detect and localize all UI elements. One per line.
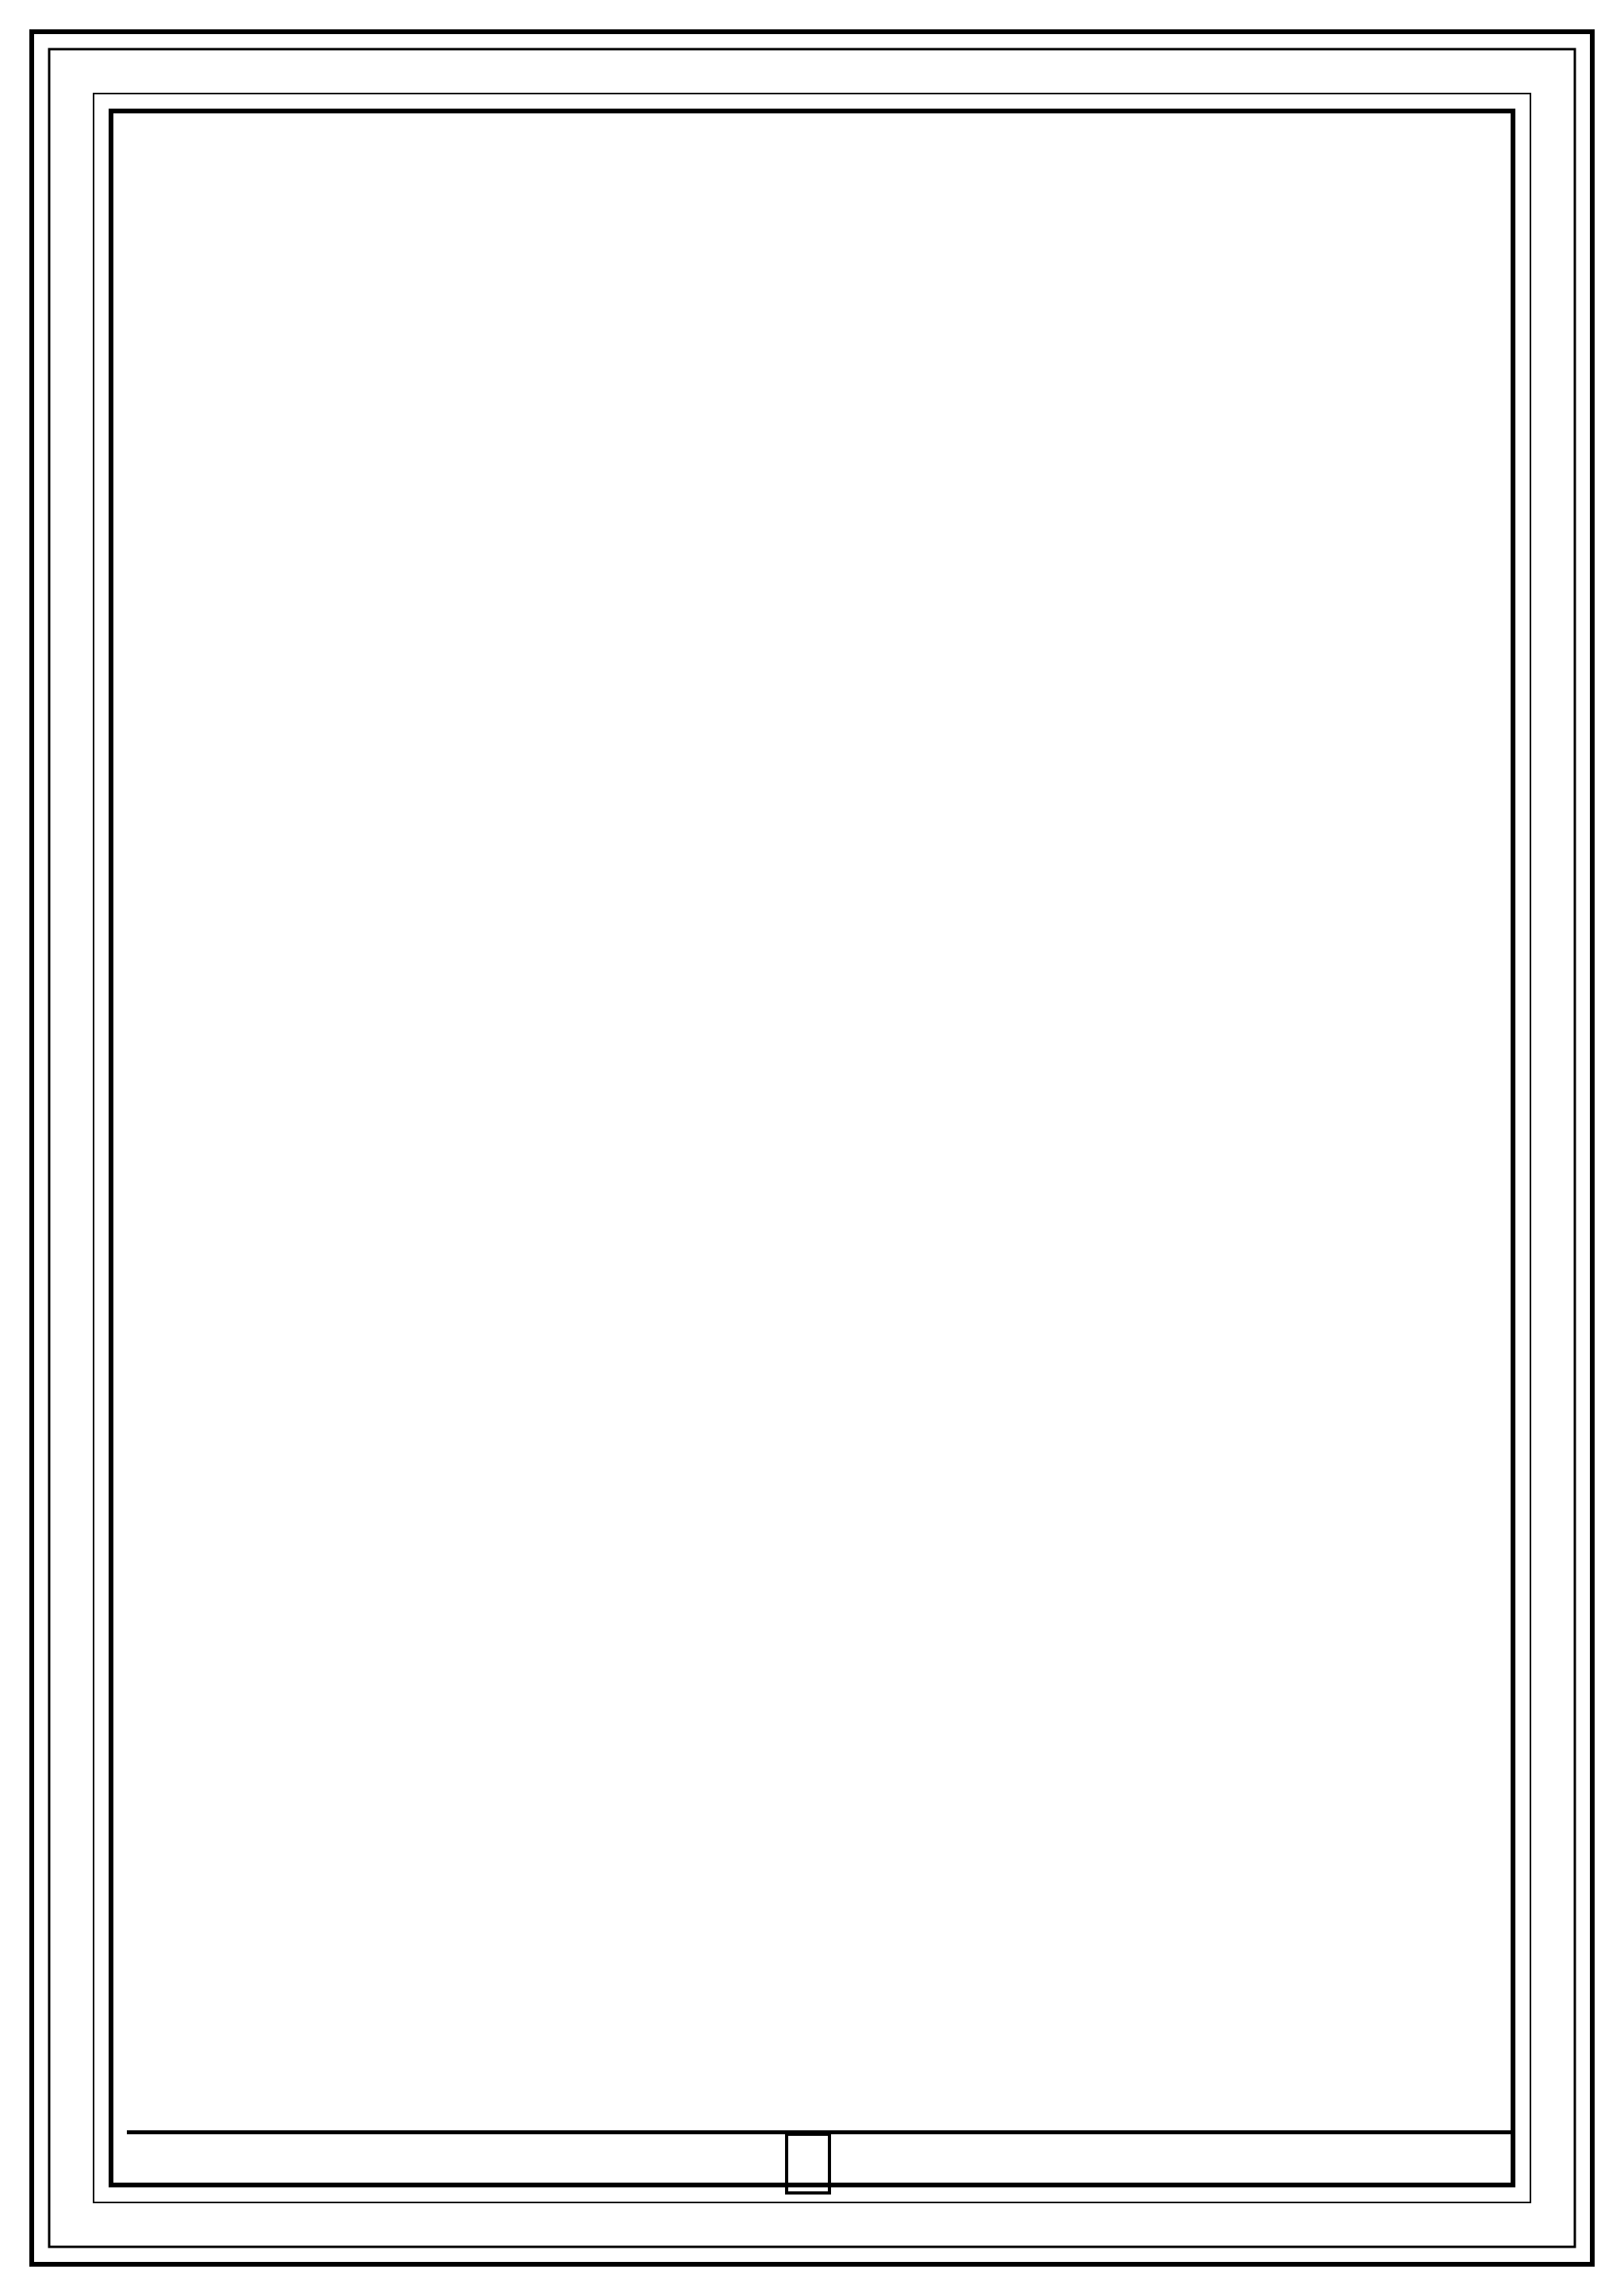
page-number — [785, 2133, 831, 2195]
